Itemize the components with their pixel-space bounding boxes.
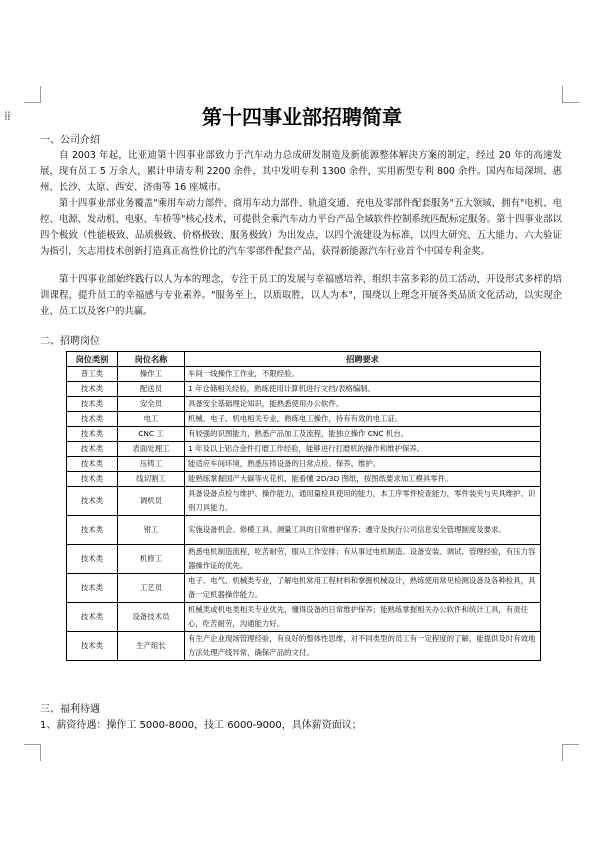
cell-requirements: 具备安全基础理论知识，能熟悉使用办公软件。 (185, 397, 541, 412)
drag-handle-icon[interactable]: ⁞⁞ (4, 109, 10, 123)
table-row (67, 442, 541, 457)
cell-requirements: 具备设备点检与维护、操作能力，通用量检具使用的能力，本工序零件检查能力，零件装夹与夹具维护、识别刀具能力。 (185, 487, 541, 516)
cell-requirements: 机械类或机电类相关专业优先，懂得设备的日常维护保养；能熟练掌握相关办公软件和统计工具，有责任心，吃苦耐劳，沟通能力好。 (185, 603, 541, 632)
cell-position: 操作工 (118, 367, 185, 382)
cell-category: 普工类 (67, 367, 118, 382)
cell-requirements: 熟悉电机制造流程，吃苦耐劳，服从工作安排；有从事过电机制造、设备安装、调试、管理经验，有压力容器操作证的优先。 (185, 545, 541, 574)
table-row (67, 487, 541, 516)
margin-corner-bottom-left (24, 744, 41, 761)
table-row (67, 367, 541, 382)
section-heading-benefits: 三、福利待遇 (40, 704, 100, 715)
column-header-position: 岗位名称 (118, 352, 185, 367)
column-header-category: 岗位类别 (67, 352, 118, 367)
table-row (67, 545, 541, 574)
cell-position: 生产组长 (118, 632, 185, 661)
table-row (67, 574, 541, 603)
cell-requirements: 电子、电气、机械类专业，了解电机常用工程材料和掌握机械设计，熟练使用常见检测设备及各种检具，具备一定机器操作能力。 (185, 574, 541, 603)
company-intro-paragraph-1: 自 2003 年起，比亚迪第十四事业部致力于汽车动力总成研发制造及新能源整体解决方案的制定，经过 20 年的高速发展，现有员工 5 万余人，累计申请专利 2200 余件，其中发明专利 1300 余件，实用新型专利 800 余件。国内布局深圳、惠州、长沙、太原、西安、济南等 16 座城市。 (40, 150, 562, 193)
table-row (67, 457, 541, 472)
section-heading-positions: 二、招聘岗位 (40, 336, 100, 347)
table-row (67, 427, 541, 442)
cell-requirements: 1 年及以上铝合金件打磨工作经验，能够进行打磨机的操作和维护保养。 (185, 442, 541, 457)
company-intro-paragraph-3: 第十四事业部始终践行以人为本的理念，专注于员工的发展与幸福感培养，组织丰富多彩的员工活动，开设形式多样的培训课程，提升员工的幸福感与专业素养。"服务至上，以质取胜，以人为本"，围绕以上理念开展各类品质文化活动，以实现企业、员工以及客户的共赢。 (40, 274, 562, 317)
cell-position: 机修工 (118, 545, 185, 574)
table-row (67, 382, 541, 397)
cell-position: 电工 (118, 412, 185, 427)
cell-position: 调机员 (118, 487, 185, 516)
cell-requirements: 有生产企业现场管理经验，有良好的整体性思维，对不同类型的员工有一定程度的了解，能提供及时有效地方法处理产线异常，确保产品的文付。 (185, 632, 541, 661)
positions-table (66, 351, 541, 661)
cell-requirements: 有较强的识图能力，熟悉产品加工及流程，能独立操作 CNC 机台。 (185, 427, 541, 442)
cell-category: 技术类 (67, 545, 118, 574)
company-intro-paragraph-2: 第十四事业部业务覆盖"乘用车动力部件、商用车动力部件、轨道交通、充电及零部件配套服务"五大领域，拥有"电机、电控、电源、发动机、电驱、车桥等"核心技术，可提供全乘汽车动力平台产品全域软件控制系统匹配标定服务。第十四事业部以四个极致（性能极致、品质极致、价格极致、服务极致）为出发点，以四个流建设为标准，以四大研究、五大能力、六大验证为指引，矢志用技术创新打造真正高性价比的汽车零部件配套产品，获得新能源汽车行业首个中国专利金奖。 (40, 198, 562, 257)
cell-position: 钳工 (118, 516, 185, 545)
cell-requirements: 能适应车间环境，熟悉压铸设备的日常点检、保养、维护。 (185, 457, 541, 472)
cell-position: 工艺员 (118, 574, 185, 603)
cell-position: 压铸工 (118, 457, 185, 472)
cell-requirements: 能熟练掌握国产大碳等火花机，能看懂 2D/3D 图纸，按图纸要求加工模具零件。 (185, 472, 541, 487)
table-row (67, 472, 541, 487)
table-row (67, 412, 541, 427)
cell-requirements: 车间一线操作工作业，不限经验。 (185, 367, 541, 382)
cell-category: 技术类 (67, 574, 118, 603)
cell-position: 设备技术员 (118, 603, 185, 632)
cell-category: 技术类 (67, 427, 118, 442)
section-heading-company: 一、公司介绍 (40, 135, 100, 146)
cell-category: 技术类 (67, 442, 118, 457)
page-title: 第十四事业部招聘简章 (202, 105, 402, 129)
cell-position: 安全员 (118, 397, 185, 412)
cell-requirements: 机械、电子、机电相关专业，熟练电工操作，持有有效的电工证。 (185, 412, 541, 427)
cell-category: 技术类 (67, 457, 118, 472)
cell-category: 技术类 (67, 632, 118, 661)
table-header-row (67, 352, 541, 367)
cell-category: 技术类 (67, 412, 118, 427)
cell-position: 配送员 (118, 382, 185, 397)
cell-category: 技术类 (67, 603, 118, 632)
cell-category: 技术类 (67, 382, 118, 397)
cell-position: CNC 工 (118, 427, 185, 442)
table-row (67, 632, 541, 661)
cell-position: 表面处理工 (118, 442, 185, 457)
cell-category: 技术类 (67, 516, 118, 545)
table-row (67, 516, 541, 545)
column-header-requirements: 招聘要求 (185, 352, 541, 367)
table-row (67, 603, 541, 632)
cell-category: 技术类 (67, 397, 118, 412)
salary-line: 1、薪资待遇：操作工 5000-8000，技工 6000-9000，具体薪资面议； (40, 720, 362, 731)
cell-requirements: 实施设备机会、修模工具、测量工具的日常维护保养；遵守及执行公司信息安全管理制度及要求。 (185, 516, 541, 545)
table-row (67, 397, 541, 412)
cell-position: 线切割工 (118, 472, 185, 487)
cell-category: 技术类 (67, 487, 118, 516)
cell-category: 技术类 (67, 472, 118, 487)
margin-corner-bottom-right (562, 744, 579, 761)
cell-requirements: 1 年仓储相关经验，熟练使用计算机进行文档/表格编制。 (185, 382, 541, 397)
